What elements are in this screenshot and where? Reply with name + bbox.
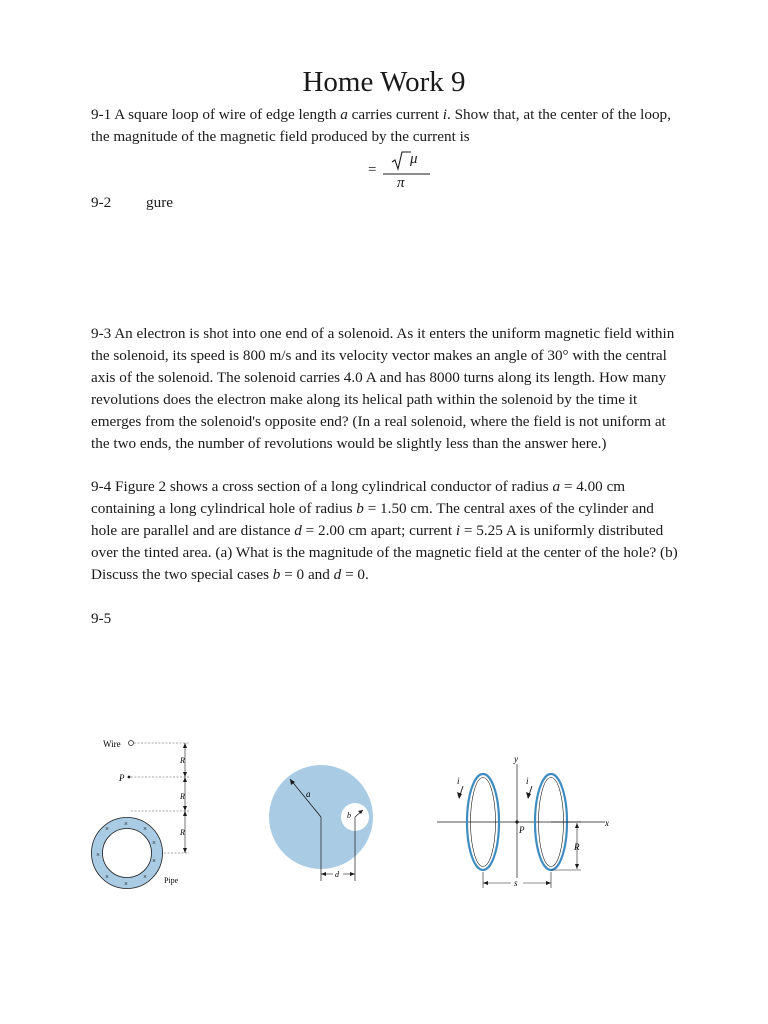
fig1-current-marker: × — [105, 825, 109, 833]
formula-equals: = — [368, 162, 377, 178]
fig1-current-marker: × — [124, 880, 128, 888]
figure-two-loops — [435, 750, 625, 900]
fig1-current-marker: × — [152, 857, 156, 865]
fig3-i-left-label: i — [457, 776, 460, 786]
page-title: Home Work 9 — [302, 66, 466, 98]
problem-9-2-number: 9-2 — [91, 194, 112, 211]
problem-9-4-line: containing a long cylindrical hole of radius b = 1.50 cm. The central axes of the cylinder and — [91, 500, 654, 517]
fig3-p-label: P — [519, 825, 525, 835]
problem-9-3-line: axis of the solenoid. The solenoid carries 4.0 A and has 8000 turns along its length. How many — [91, 369, 667, 386]
fig1-r-label-3: R — [180, 828, 185, 837]
problem-9-4-line: Discuss the two special cases b = 0 and d = 0. — [91, 566, 369, 583]
problem-9-1 — [91, 104, 691, 148]
fig1-r-label-2: R — [180, 792, 185, 801]
fig1-p-label: P — [119, 773, 125, 783]
problem-9-4-line: over the tinted area. (a) What is the magnitude of the magnetic field at the center of the hole? (b) — [91, 544, 678, 561]
problem-9-3-line: emerges from the solenoid's opposite end? (In a real solenoid, where the field is not uniform at — [91, 413, 666, 430]
fig1-current-marker: × — [124, 820, 128, 828]
formula — [366, 148, 436, 194]
fig1-r-label-1: R — [180, 756, 185, 765]
figure-cylinder-hole — [265, 765, 385, 885]
fig3-point-p — [515, 820, 518, 823]
problem-9-4 — [91, 476, 691, 586]
fig2-label-a: a — [306, 789, 311, 799]
fig2-label-d: d — [335, 870, 339, 879]
problem-9-3-line: the two ends, the number of revolutions would be slightly less than the answer here.) — [91, 435, 607, 452]
figure-wire-pipe — [85, 733, 205, 893]
fig1-current-marker: × — [105, 873, 109, 881]
fig3-x-label: x — [605, 818, 609, 828]
problem-9-2-text: gure — [146, 194, 173, 211]
fig1-wire-label: Wire — [103, 739, 121, 749]
problem-9-4-line: 9-4 Figure 2 shows a cross section of a long cylindrical conductor of radius a = 4.00 cm — [91, 478, 626, 495]
fig3-s-label: s — [514, 878, 518, 888]
fig1-current-marker: × — [143, 825, 147, 833]
fig1-p-point — [128, 776, 131, 779]
fig1-current-marker: × — [96, 851, 100, 859]
fig1-current-marker: × — [152, 839, 156, 847]
formula-mu: μ — [410, 151, 418, 167]
fig3-y-label: y — [514, 754, 518, 764]
problem-9-4-line: hole are parallel and are distance d = 2.00 cm apart; current i = 5.25 A is uniformly distributed — [91, 522, 664, 539]
fig3-r-label: R — [574, 842, 580, 852]
problem-9-3-line: 9-3 An electron is shot into one end of a solenoid. As it enters the uniform magnetic field within — [91, 325, 675, 342]
problem-9-5-number: 9-5 — [91, 610, 112, 627]
problem-9-1-line-2: the magnitude of the magnetic field produced by the current is — [91, 128, 470, 145]
fig2-label-b: b — [347, 811, 351, 820]
problem-9-1-line-1: 9-1 A square loop of wire of edge length a carries current i. Show that, at the center of the loop, — [91, 106, 671, 123]
fig3-i-right-label: i — [526, 776, 529, 786]
formula-pi: π — [397, 175, 405, 191]
fig1-pipe-label: Pipe — [164, 876, 179, 885]
problem-9-3-line: revolutions does the electron make along its helical path within the solenoid by the time it — [91, 391, 638, 408]
fig1-current-marker: × — [143, 873, 147, 881]
fig1-wire-circle — [129, 741, 134, 746]
problem-9-3-line: the solenoid, its speed is 800 m/s and its velocity vector makes an angle of 30° with the central — [91, 347, 667, 364]
problem-9-3 — [91, 323, 691, 455]
